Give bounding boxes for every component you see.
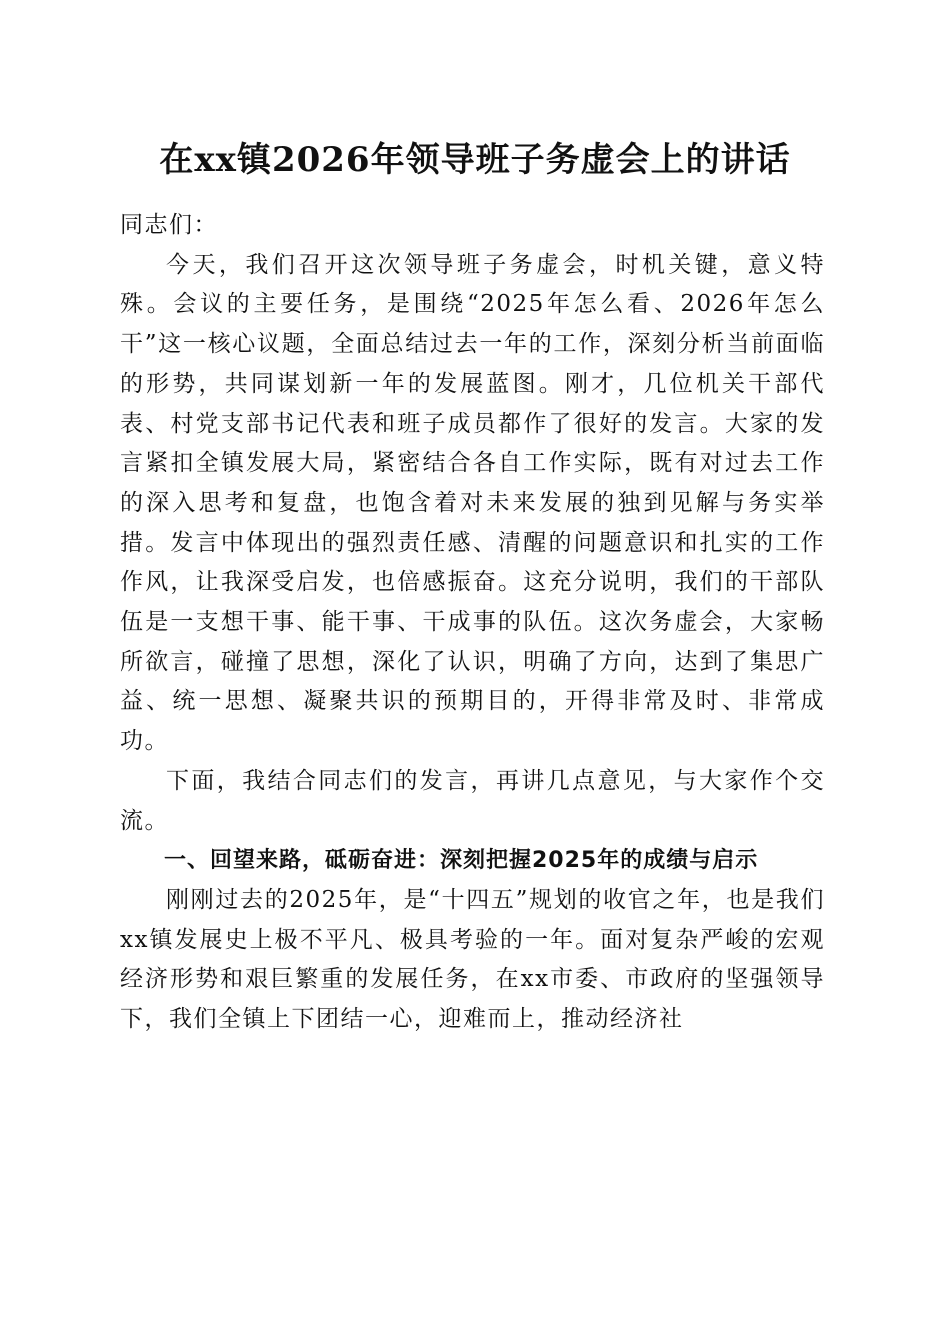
body-paragraph: 今天，我们召开这次领导班子务虚会，时机关键，意义特殊。会议的主要任务，是围绕“2025年怎么看、2026年怎么干”这一核心议题，全面总结过去一年的工作，深刻分析当前面临的形势，共同谋划新一年的发展蓝图。刚才，几位机关干部代表、村党支部书记代表和班子成员都作了很好的发言。大家的发言紧扣全镇发展大局，紧密结合各自工作实际，既有对过去工作的深入思考和复盘，也饱含着对未来发展的独到见解与务实举措。发言中体现出的强烈责任感、清醒的问题意识和扎实的工作作风，让我深受启发，也倍感振奋。这充分说明，我们的干部队伍是一支想干事、能干事、干成事的队伍。这次务虚会，大家畅所欲言，碰撞了思想，深化了认识，明确了方向，达到了集思广益、统一思想、凝聚共识的预期目的，开得非常及时、非常成功。 [120, 251, 825, 755]
document-title: 在xx镇2026年领导班子务虚会上的讲话 [159, 140, 791, 180]
section-heading: 一、回望来路，砥砺奋进：深刻把握2025年的成绩与启示 [164, 848, 759, 874]
body-paragraph: 下面，我结合同志们的发言，再讲几点意见，与大家作个交流。 [120, 767, 825, 834]
salutation: 同志们： [120, 212, 218, 238]
document-body [120, 206, 825, 1040]
body-paragraph: 刚刚过去的2025年，是“十四五”规划的收官之年，也是我们xx镇发展史上极不平凡、极具考验的一年。面对复杂严峻的宏观经济形势和艰巨繁重的发展任务，在xx市委、市政府的坚强领导下，我们全镇上下团结一心，迎难而上，推动经济社 [120, 886, 825, 1033]
